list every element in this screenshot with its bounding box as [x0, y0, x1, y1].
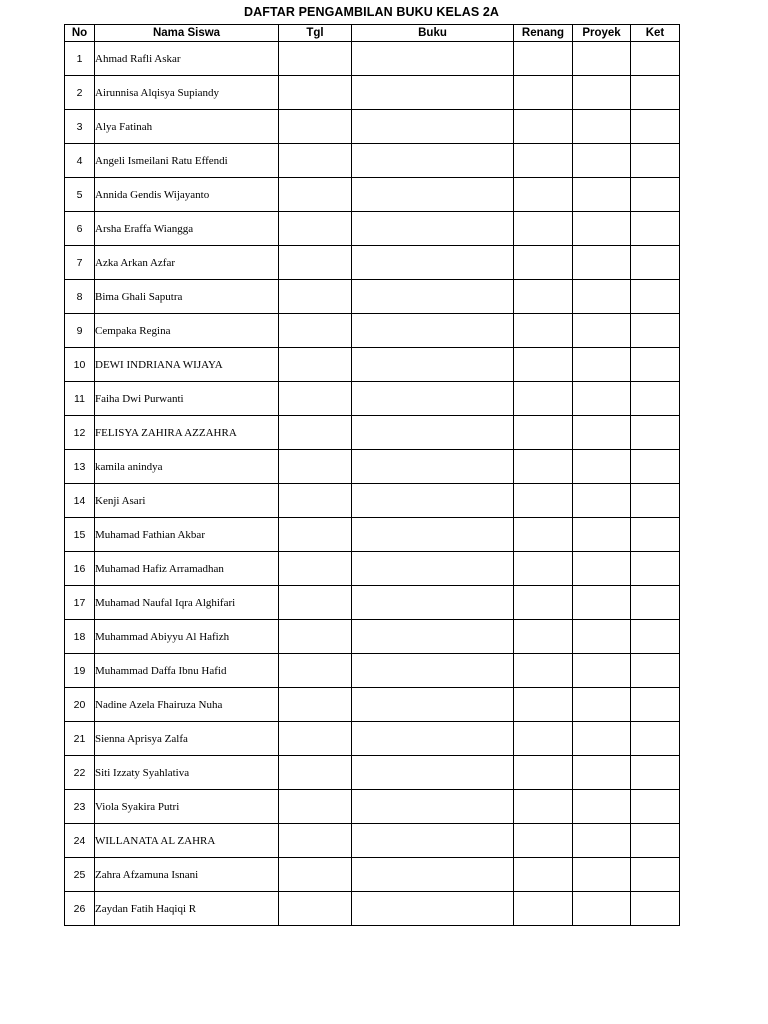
proyek-cell: [573, 654, 631, 688]
renang-cell: [514, 280, 573, 314]
table-row: [65, 246, 680, 280]
header-buku: Buku: [352, 25, 514, 42]
ket-cell: [631, 42, 680, 76]
tgl-cell: [279, 382, 352, 416]
student-name: Muhamad Hafiz Arramadhan: [95, 552, 279, 586]
table-row: [65, 382, 680, 416]
buku-cell: [352, 552, 514, 586]
proyek-cell: [573, 42, 631, 76]
row-number: 9: [65, 314, 95, 348]
header-tgl: Tgl: [279, 25, 352, 42]
ket-cell: [631, 144, 680, 178]
table-row: [65, 892, 680, 926]
buku-cell: [352, 824, 514, 858]
renang-cell: [514, 518, 573, 552]
tgl-cell: [279, 518, 352, 552]
student-name: Azka Arkan Azfar: [95, 246, 279, 280]
table-row: [65, 790, 680, 824]
ket-cell: [631, 76, 680, 110]
proyek-cell: [573, 416, 631, 450]
renang-cell: [514, 756, 573, 790]
tgl-cell: [279, 212, 352, 246]
student-name: Muhamad Fathian Akbar: [95, 518, 279, 552]
renang-cell: [514, 892, 573, 926]
row-number: 17: [65, 586, 95, 620]
renang-cell: [514, 484, 573, 518]
table-row: [65, 688, 680, 722]
ket-cell: [631, 382, 680, 416]
ket-cell: [631, 756, 680, 790]
ket-cell: [631, 314, 680, 348]
buku-cell: [352, 654, 514, 688]
proyek-cell: [573, 178, 631, 212]
student-name: Cempaka Regina: [95, 314, 279, 348]
table-row: [65, 620, 680, 654]
student-name: Kenji Asari: [95, 484, 279, 518]
row-number: 26: [65, 892, 95, 926]
student-name: FELISYA ZAHIRA AZZAHRA: [95, 416, 279, 450]
ket-cell: [631, 858, 680, 892]
row-number: 5: [65, 178, 95, 212]
table-row: [65, 212, 680, 246]
proyek-cell: [573, 484, 631, 518]
tgl-cell: [279, 416, 352, 450]
header-proyek: Proyek: [573, 25, 631, 42]
student-name: Zaydan Fatih Haqiqi R: [95, 892, 279, 926]
tgl-cell: [279, 892, 352, 926]
buku-cell: [352, 620, 514, 654]
proyek-cell: [573, 756, 631, 790]
student-name: Ahmad Rafli Askar: [95, 42, 279, 76]
student-name: Muhamad Naufal Iqra Alghifari: [95, 586, 279, 620]
tgl-cell: [279, 722, 352, 756]
renang-cell: [514, 382, 573, 416]
buku-cell: [352, 892, 514, 926]
row-number: 21: [65, 722, 95, 756]
table-row: [65, 450, 680, 484]
renang-cell: [514, 450, 573, 484]
tgl-cell: [279, 484, 352, 518]
row-number: 12: [65, 416, 95, 450]
table-row: [65, 348, 680, 382]
student-name: Angeli Ismeilani Ratu Effendi: [95, 144, 279, 178]
ket-cell: [631, 552, 680, 586]
renang-cell: [514, 858, 573, 892]
row-number: 24: [65, 824, 95, 858]
buku-cell: [352, 450, 514, 484]
tgl-cell: [279, 620, 352, 654]
student-name: Alya Fatinah: [95, 110, 279, 144]
row-number: 6: [65, 212, 95, 246]
renang-cell: [514, 654, 573, 688]
renang-cell: [514, 76, 573, 110]
buku-cell: [352, 314, 514, 348]
buku-cell: [352, 280, 514, 314]
proyek-cell: [573, 348, 631, 382]
row-number: 23: [65, 790, 95, 824]
renang-cell: [514, 144, 573, 178]
table-row: [65, 654, 680, 688]
buku-cell: [352, 348, 514, 382]
tgl-cell: [279, 42, 352, 76]
proyek-cell: [573, 722, 631, 756]
tgl-cell: [279, 246, 352, 280]
proyek-cell: [573, 858, 631, 892]
row-number: 13: [65, 450, 95, 484]
row-number: 8: [65, 280, 95, 314]
student-name: Siti Izzaty Syahlativa: [95, 756, 279, 790]
buku-cell: [352, 790, 514, 824]
table-body: [65, 42, 680, 926]
renang-cell: [514, 790, 573, 824]
proyek-cell: [573, 552, 631, 586]
student-name: Airunnisa Alqisya Supiandy: [95, 76, 279, 110]
buku-cell: [352, 76, 514, 110]
proyek-cell: [573, 586, 631, 620]
ket-cell: [631, 892, 680, 926]
row-number: 25: [65, 858, 95, 892]
book-pickup-table: [64, 24, 680, 926]
student-name: Viola Syakira Putri: [95, 790, 279, 824]
buku-cell: [352, 246, 514, 280]
buku-cell: [352, 178, 514, 212]
proyek-cell: [573, 382, 631, 416]
tgl-cell: [279, 178, 352, 212]
table-row: [65, 756, 680, 790]
renang-cell: [514, 620, 573, 654]
renang-cell: [514, 178, 573, 212]
renang-cell: [514, 42, 573, 76]
ket-cell: [631, 654, 680, 688]
header-ket: Ket: [631, 25, 680, 42]
buku-cell: [352, 484, 514, 518]
proyek-cell: [573, 450, 631, 484]
ket-cell: [631, 688, 680, 722]
buku-cell: [352, 518, 514, 552]
buku-cell: [352, 586, 514, 620]
table-row: [65, 42, 680, 76]
sheet-title: DAFTAR PENGAMBILAN BUKU KELAS 2A: [243, 5, 500, 19]
table-row: [65, 280, 680, 314]
table-row: [65, 586, 680, 620]
table-row: [65, 416, 680, 450]
tgl-cell: [279, 756, 352, 790]
proyek-cell: [573, 824, 631, 858]
ket-cell: [631, 450, 680, 484]
tgl-cell: [279, 348, 352, 382]
ket-cell: [631, 348, 680, 382]
student-name: kamila anindya: [95, 450, 279, 484]
renang-cell: [514, 416, 573, 450]
buku-cell: [352, 110, 514, 144]
renang-cell: [514, 246, 573, 280]
tgl-cell: [279, 110, 352, 144]
row-number: 7: [65, 246, 95, 280]
row-number: 11: [65, 382, 95, 416]
buku-cell: [352, 416, 514, 450]
row-number: 4: [65, 144, 95, 178]
student-name: Annida Gendis Wijayanto: [95, 178, 279, 212]
ket-cell: [631, 484, 680, 518]
proyek-cell: [573, 688, 631, 722]
ket-cell: [631, 246, 680, 280]
row-number: 14: [65, 484, 95, 518]
tgl-cell: [279, 858, 352, 892]
row-number: 18: [65, 620, 95, 654]
header-renang: Renang: [514, 25, 573, 42]
ket-cell: [631, 586, 680, 620]
student-name: Faiha Dwi Purwanti: [95, 382, 279, 416]
proyek-cell: [573, 892, 631, 926]
row-number: 3: [65, 110, 95, 144]
ket-cell: [631, 416, 680, 450]
tgl-cell: [279, 790, 352, 824]
renang-cell: [514, 586, 573, 620]
tgl-cell: [279, 450, 352, 484]
row-number: 19: [65, 654, 95, 688]
tgl-cell: [279, 654, 352, 688]
proyek-cell: [573, 76, 631, 110]
row-number: 22: [65, 756, 95, 790]
table-row: [65, 824, 680, 858]
table-row: [65, 110, 680, 144]
header-no: No: [65, 25, 95, 42]
ket-cell: [631, 212, 680, 246]
proyek-cell: [573, 246, 631, 280]
student-name: Arsha Eraffa Wiangga: [95, 212, 279, 246]
buku-cell: [352, 144, 514, 178]
proyek-cell: [573, 280, 631, 314]
tgl-cell: [279, 688, 352, 722]
table-row: [65, 314, 680, 348]
row-number: 2: [65, 76, 95, 110]
buku-cell: [352, 722, 514, 756]
buku-cell: [352, 382, 514, 416]
tgl-cell: [279, 76, 352, 110]
row-number: 16: [65, 552, 95, 586]
renang-cell: [514, 722, 573, 756]
student-name: Muhammad Abiyyu Al Hafizh: [95, 620, 279, 654]
renang-cell: [514, 314, 573, 348]
row-number: 15: [65, 518, 95, 552]
proyek-cell: [573, 314, 631, 348]
proyek-cell: [573, 110, 631, 144]
buku-cell: [352, 42, 514, 76]
table-row: [65, 144, 680, 178]
buku-cell: [352, 212, 514, 246]
table-row: [65, 722, 680, 756]
table-row: [65, 76, 680, 110]
buku-cell: [352, 858, 514, 892]
tgl-cell: [279, 314, 352, 348]
table-row: [65, 552, 680, 586]
ket-cell: [631, 790, 680, 824]
table-row: [65, 518, 680, 552]
student-name: WILLANATA AL ZAHRA: [95, 824, 279, 858]
ket-cell: [631, 178, 680, 212]
buku-cell: [352, 756, 514, 790]
table-row: [65, 178, 680, 212]
renang-cell: [514, 110, 573, 144]
ket-cell: [631, 280, 680, 314]
student-name: Muhammad Daffa Ibnu Hafid: [95, 654, 279, 688]
row-number: 1: [65, 42, 95, 76]
ket-cell: [631, 722, 680, 756]
row-number: 10: [65, 348, 95, 382]
ket-cell: [631, 824, 680, 858]
student-name: Bima Ghali Saputra: [95, 280, 279, 314]
student-name: DEWI INDRIANA WIJAYA: [95, 348, 279, 382]
proyek-cell: [573, 620, 631, 654]
table-row: [65, 484, 680, 518]
tgl-cell: [279, 552, 352, 586]
tgl-cell: [279, 144, 352, 178]
renang-cell: [514, 688, 573, 722]
proyek-cell: [573, 212, 631, 246]
renang-cell: [514, 552, 573, 586]
renang-cell: [514, 824, 573, 858]
buku-cell: [352, 688, 514, 722]
student-name: Nadine Azela Fhairuza Nuha: [95, 688, 279, 722]
proyek-cell: [573, 790, 631, 824]
student-name: Sienna Aprisya Zalfa: [95, 722, 279, 756]
proyek-cell: [573, 518, 631, 552]
renang-cell: [514, 212, 573, 246]
header-nama-siswa: Nama Siswa: [95, 25, 279, 42]
tgl-cell: [279, 824, 352, 858]
renang-cell: [514, 348, 573, 382]
ket-cell: [631, 518, 680, 552]
table-row: [65, 858, 680, 892]
student-name: Zahra Afzamuna Isnani: [95, 858, 279, 892]
table-header-row: [65, 25, 680, 42]
proyek-cell: [573, 144, 631, 178]
ket-cell: [631, 620, 680, 654]
ket-cell: [631, 110, 680, 144]
row-number: 20: [65, 688, 95, 722]
tgl-cell: [279, 280, 352, 314]
tgl-cell: [279, 586, 352, 620]
